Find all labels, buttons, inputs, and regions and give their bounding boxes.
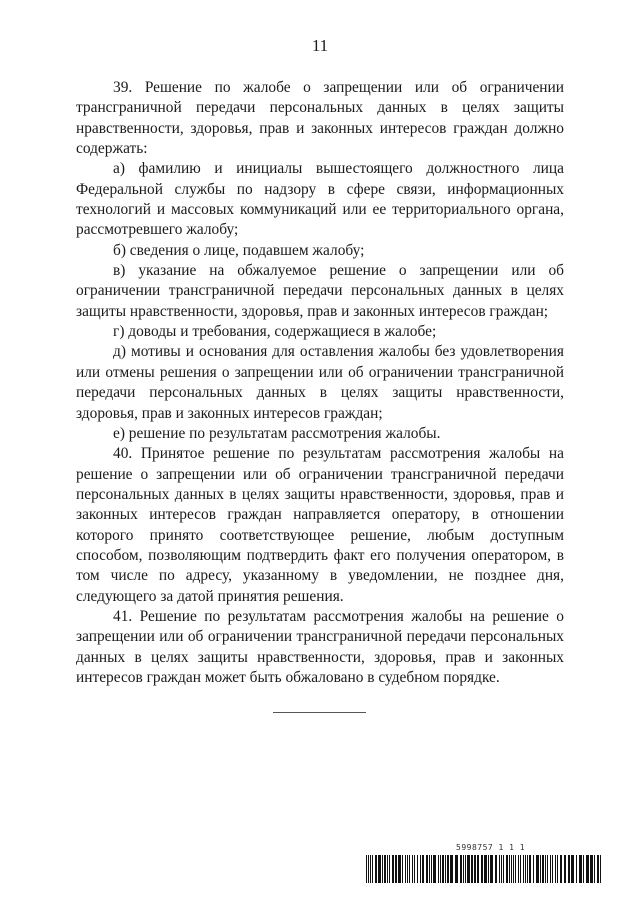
barcode-bar	[389, 855, 390, 883]
barcode-bar	[557, 855, 558, 883]
end-divider	[273, 712, 366, 713]
barcode-bar	[429, 855, 430, 883]
barcode-bar	[568, 855, 570, 883]
barcode-bar	[420, 855, 421, 883]
barcode-bar	[384, 855, 386, 883]
barcode-bar	[433, 855, 436, 883]
paragraph-39-d: д) мотивы и основания для оставления жалобы без удовлетворения или отмены решения о запрещении или об ограничении трансграничной передачи персональных данных в целях защиты нравственности, здоровья, прав и законных интересов граждан;	[76, 343, 564, 422]
barcode-bar	[555, 855, 556, 883]
barcode-bar	[375, 855, 377, 883]
page-number: 11	[311, 36, 329, 55]
barcode-bar	[583, 855, 584, 883]
barcode-bar	[442, 855, 444, 883]
barcode-bar	[560, 855, 562, 883]
barcode-bar	[422, 855, 424, 883]
paragraph-39-b: б) сведения о лице, подавшем жалобу;	[113, 241, 365, 259]
barcode-bars	[366, 855, 605, 883]
barcode-bar	[509, 855, 510, 883]
barcode-bar	[597, 855, 599, 883]
barcode-bar	[445, 855, 446, 883]
barcode-bar	[465, 855, 466, 883]
barcode-bar	[366, 855, 367, 883]
barcode-bar	[471, 855, 473, 883]
barcode-bar	[477, 855, 479, 883]
barcode-bar	[513, 855, 514, 883]
barcode-bar	[586, 855, 589, 883]
barcode-bar	[488, 855, 489, 883]
barcode-bar	[520, 855, 521, 883]
barcode-bar	[523, 855, 524, 883]
barcode-bar	[392, 855, 394, 883]
barcode-bar	[536, 855, 539, 883]
barcode-bar	[515, 855, 516, 883]
barcode-bar	[368, 855, 369, 883]
barcode-bar	[460, 855, 462, 883]
barcode-bar	[409, 855, 410, 883]
barcode-bar	[533, 855, 534, 883]
barcode-bar	[467, 855, 470, 883]
barcode-bar	[552, 855, 553, 883]
barcode-bar	[414, 855, 415, 883]
barcode	[366, 843, 605, 885]
barcode-bar	[490, 855, 493, 883]
barcode-bar	[499, 855, 500, 883]
barcode-bar	[576, 855, 577, 883]
barcode-bar	[372, 855, 373, 883]
barcode-bar	[529, 855, 531, 883]
barcode-bar	[440, 855, 441, 883]
barcode-code: 5998757 1 1 1	[456, 843, 526, 852]
barcode-bar	[564, 855, 566, 883]
barcode-bar	[527, 855, 528, 883]
barcode-bar	[590, 855, 593, 883]
barcode-bar	[547, 855, 548, 883]
barcode-bar	[387, 855, 388, 883]
barcode-bar	[600, 855, 601, 883]
barcode-bar	[506, 855, 508, 883]
barcode-bar	[407, 855, 408, 883]
barcode-bar	[370, 855, 371, 883]
barcode-bar	[579, 855, 582, 883]
barcode-bar	[540, 855, 541, 883]
barcode-bar	[450, 855, 453, 883]
barcode-bar	[511, 855, 512, 883]
barcode-bar	[474, 855, 476, 883]
barcode-bar	[545, 855, 546, 883]
paragraph-41: 41. Решение по результатам рассмотрения жалобы на решение о запрещении или об ограничении трансграничной передачи персональных данных в целях защиты нравственности, здоровья, прав и законных интересов граждан может быть обжаловано в судебном порядке.	[76, 607, 564, 686]
barcode-bar	[426, 855, 428, 883]
barcode-bar	[398, 855, 401, 883]
barcode-bar	[481, 855, 483, 883]
barcode-bar	[594, 855, 595, 883]
barcode-bar	[395, 855, 397, 883]
barcode-bar	[550, 855, 551, 883]
barcode-bar	[382, 855, 383, 883]
barcode-bar	[463, 855, 464, 883]
barcode-bar	[501, 855, 502, 883]
paragraph-40: 40. Принятое решение по результатам рассмотрения жалобы на решение о запрещении или об ограничении трансграничной передачи персональных данных в целях защиты нравственности, здоровья, прав и законных интересов граждан направляется оператору, в отношении которого принято соответствующее решение, любым доступным способом, позволяющим подтвердить факт его получения оператором, в том числе по адресу, указанному в уведомлении, не позднее дня, следующего за датой принятия решения.	[76, 445, 564, 605]
barcode-bar	[447, 855, 449, 883]
barcode-bar	[405, 855, 406, 883]
barcode-bar	[525, 855, 526, 883]
barcode-bar	[402, 855, 403, 883]
paragraph-39-e: е) решение по результатам рассмотрения жалобы.	[113, 424, 441, 442]
barcode-bar	[495, 855, 497, 883]
paragraph-39-a: а) фамилию и инициалы вышестоящего должностного лица Федеральной службы по надзору в сфере связи, информационных технологий и массовых коммуникаций или ее территориального органа, рассмотревшего жалобу;	[76, 160, 564, 239]
barcode-bar	[571, 855, 574, 883]
barcode-bar	[455, 855, 458, 883]
barcode-bar	[378, 855, 381, 883]
barcode-bar	[412, 855, 413, 883]
paragraph-39-v: в) указание на обжалуемое решение о запрещении или об ограничении трансграничной передачи персональных данных в целях защиты нравственности, здоровья, прав и законных интересов граждан;	[76, 262, 564, 320]
paragraph-39: 39. Решение по жалобе о запрещении или об ограничении трансграничной передачи персональных данных в целях защиты нравственности, здоровья, прав и законных интересов граждан должно содержать:	[76, 79, 564, 158]
paragraph-39-g: г) доводы и требования, содержащиеся в жалобе;	[113, 323, 437, 341]
barcode-bar	[417, 855, 418, 883]
barcode-bar	[503, 855, 504, 883]
barcode-bar	[431, 855, 432, 883]
barcode-bar	[542, 855, 544, 883]
document-body	[76, 78, 564, 688]
barcode-bar	[518, 855, 519, 883]
barcode-bar	[484, 855, 487, 883]
barcode-bar	[438, 855, 439, 883]
